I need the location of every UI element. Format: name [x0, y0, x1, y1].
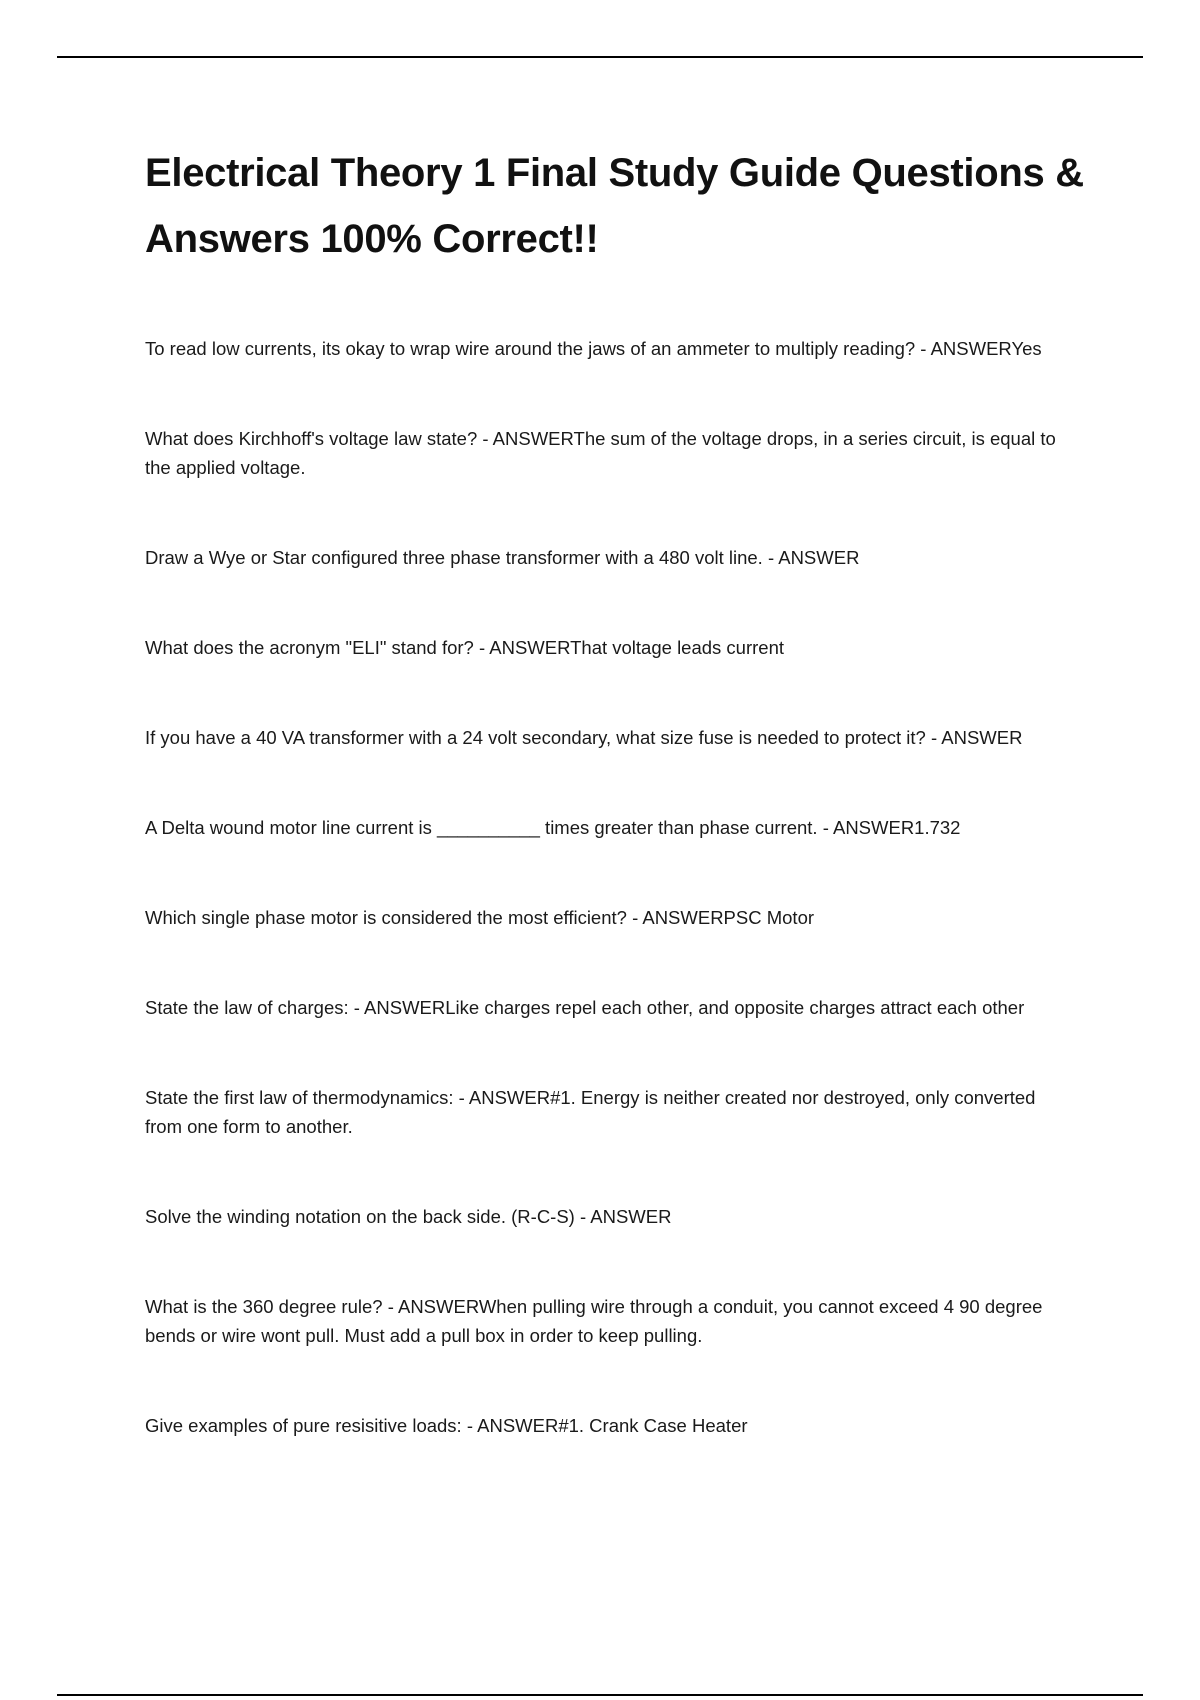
- qa-item: State the first law of thermodynamics: - ANSWER#1. Energy is neither created nor destroyed, only converted from one form to another.: [145, 1087, 1036, 1137]
- qa-list: [145, 334, 1065, 1440]
- qa-item: To read low currents, its okay to wrap wire around the jaws of an ammeter to multiply reading? - ANSWERYes: [145, 338, 1042, 359]
- qa-item: What does the acronym "ELI" stand for? - ANSWERThat voltage leads current: [145, 637, 785, 658]
- qa-item: Give examples of pure resisitive loads: - ANSWER#1. Crank Case Heater: [145, 1415, 748, 1436]
- qa-item: What does Kirchhoff's voltage law state? - ANSWERThe sum of the voltage drops, in a series circuit, is equal to the applied voltage.: [145, 428, 1056, 478]
- header-rule: [57, 56, 1143, 58]
- qa-item: Draw a Wye or Star configured three phase transformer with a 480 volt line. - ANSWER: [145, 547, 860, 568]
- qa-item: If you have a 40 VA transformer with a 24 volt secondary, what size fuse is needed to protect it? - ANSWER: [145, 727, 1023, 748]
- page-title: Electrical Theory 1 Final Study Guide Questions & Answers 100% Correct!!: [145, 151, 1084, 261]
- qa-item: What is the 360 degree rule? - ANSWERWhen pulling wire through a conduit, you cannot exceed 4 90 degree bends or wire wont pull. Must add a pull box in order to keep pulling.: [145, 1296, 1043, 1346]
- qa-item: State the law of charges: - ANSWERLike charges repel each other, and opposite charges attract each other: [145, 997, 1025, 1018]
- qa-item: A Delta wound motor line current is __________ times greater than phase current. - ANSWER1.732: [145, 817, 961, 838]
- qa-item: Solve the winding notation on the back side. (R-C-S) - ANSWER: [145, 1206, 672, 1227]
- footer-rule: [57, 1694, 1143, 1696]
- qa-item: Which single phase motor is considered the most efficient? - ANSWERPSC Motor: [145, 907, 815, 928]
